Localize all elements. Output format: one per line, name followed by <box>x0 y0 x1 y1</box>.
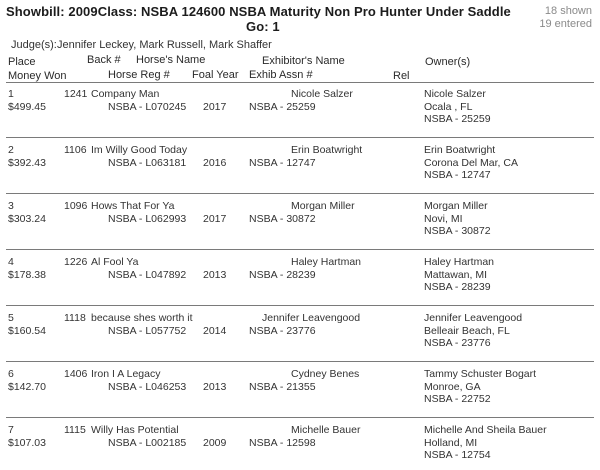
horse-reg: NSBA - L057752 <box>108 325 187 337</box>
col-place: Place <box>8 56 36 68</box>
horse-reg: NSBA - L070245 <box>108 101 187 113</box>
money-won: $178.38 <box>8 269 46 281</box>
exhibitor-name: Haley Hartman <box>291 256 362 268</box>
back-number: 1115 <box>64 424 86 436</box>
horse-reg: NSBA - L047892 <box>108 269 187 281</box>
place: 4 <box>8 256 14 268</box>
row-divider <box>6 417 594 418</box>
owner-assn: NSBA - 12747 <box>424 169 491 181</box>
foal-year: 2013 <box>203 269 227 281</box>
owner-name: Haley Hartman <box>424 256 495 268</box>
owner-city: Novi, MI <box>424 213 463 225</box>
exhibitor-name: Michelle Bauer <box>291 424 361 436</box>
foal-year: 2017 <box>203 213 227 225</box>
judges-label: Judge(s): <box>11 39 57 51</box>
horse-name: Hows That For Ya <box>91 200 175 212</box>
exhib-assn: NSBA - 25259 <box>249 101 316 113</box>
place: 7 <box>8 424 14 436</box>
exhib-assn: NSBA - 21355 <box>249 381 316 393</box>
horse-name: Im Willy Good Today <box>91 144 188 156</box>
foal-year: 2014 <box>203 325 227 337</box>
place: 3 <box>8 200 14 212</box>
horse-name: Willy Has Potential <box>91 424 179 436</box>
foal-year: 2017 <box>203 101 227 113</box>
exhib-assn: NSBA - 30872 <box>249 213 316 225</box>
exhib-assn: NSBA - 23776 <box>249 325 316 337</box>
back-number: 1106 <box>64 144 87 156</box>
money-won: $160.54 <box>8 325 46 337</box>
go-number: Go: 1 <box>246 19 280 34</box>
foal-year: 2016 <box>203 157 227 169</box>
place: 1 <box>8 88 14 100</box>
owner-assn: NSBA - 22752 <box>424 393 491 405</box>
owner-city: Ocala , FL <box>424 101 473 113</box>
row-divider <box>6 361 594 362</box>
back-number: 1118 <box>64 312 86 324</box>
owner-city: Corona Del Mar, CA <box>424 157 518 169</box>
horse-name: Al Fool Ya <box>91 256 139 268</box>
money-won: $107.03 <box>8 437 46 449</box>
shown-count: 18 shown <box>544 5 592 17</box>
place: 2 <box>8 144 14 156</box>
col-horse-name: Horse's Name <box>136 54 206 66</box>
owner-name: Jennifer Leavengood <box>424 312 523 324</box>
back-number: 1226 <box>64 256 88 268</box>
col-owners: Owner(s) <box>425 56 471 68</box>
back-number: 1096 <box>64 200 88 212</box>
money-won: $303.24 <box>8 213 46 225</box>
col-exhib-assn: Exhib Assn # <box>249 69 313 81</box>
showbill-title: Showbill: 2009Class: NSBA 124600 NSBA Maturity Non Pro Hunter Under Saddle <box>6 4 511 19</box>
horse-name: Iron I A Legacy <box>91 368 161 380</box>
foal-year: 2009 <box>203 437 227 449</box>
exhibitor-name: Cydney Benes <box>291 368 360 380</box>
exhib-assn: NSBA - 12598 <box>249 437 316 449</box>
money-won: $142.70 <box>8 381 46 393</box>
owner-name: Nicole Salzer <box>424 88 486 100</box>
owner-name: Morgan Miller <box>424 200 488 212</box>
owner-city: Belleair Beach, FL <box>424 325 510 337</box>
owner-assn: NSBA - 30872 <box>424 225 491 237</box>
col-back: Back # <box>87 54 121 66</box>
exhib-assn: NSBA - 12747 <box>249 157 316 169</box>
exhib-assn: NSBA - 28239 <box>249 269 316 281</box>
owner-assn: NSBA - 28239 <box>424 281 491 293</box>
exhibitor-name: Erin Boatwright <box>291 144 363 156</box>
money-won: $499.45 <box>8 101 46 113</box>
horse-reg: NSBA - L046253 <box>108 381 187 393</box>
row-divider <box>6 249 594 250</box>
owner-assn: NSBA - 23776 <box>424 337 491 349</box>
owner-assn: NSBA - 12754 <box>424 449 491 461</box>
row-divider <box>6 193 594 194</box>
owner-assn: NSBA - 25259 <box>424 113 491 125</box>
foal-year: 2013 <box>203 381 227 393</box>
owner-city: Mattawan, MI <box>424 269 488 281</box>
owner-name: Michelle And Sheila Bauer <box>424 424 547 436</box>
col-exhibitor-name: Exhibitor's Name <box>262 55 345 67</box>
row-divider <box>6 305 594 306</box>
header-divider <box>6 82 594 83</box>
horse-reg: NSBA - L063181 <box>108 157 187 169</box>
owner-name: Erin Boatwright <box>424 144 496 156</box>
place: 5 <box>8 312 14 324</box>
horse-name: Company Man <box>91 88 160 100</box>
exhibitor-name: Morgan Miller <box>291 200 355 212</box>
place: 6 <box>8 368 14 380</box>
horse-reg: NSBA - L062993 <box>108 213 187 225</box>
back-number: 1406 <box>64 368 88 380</box>
col-rel: Rel <box>393 70 410 82</box>
back-number: 1241 <box>64 88 88 100</box>
horse-name: because shes worth it <box>91 312 193 324</box>
exhibitor-name: Nicole Salzer <box>291 88 353 100</box>
owner-city: Holland, MI <box>424 437 478 449</box>
owner-city: Monroe, GA <box>424 381 481 393</box>
horse-reg: NSBA - L002185 <box>108 437 187 449</box>
owner-name: Tammy Schuster Bogart <box>424 368 537 380</box>
judges-list: Jennifer Leckey, Mark Russell, Mark Shaffer <box>57 39 272 51</box>
row-divider <box>6 137 594 138</box>
entered-count: 19 entered <box>539 18 592 30</box>
col-horse-reg: Horse Reg # <box>108 69 170 81</box>
col-money-won: Money Won <box>8 70 67 82</box>
money-won: $392.43 <box>8 157 46 169</box>
exhibitor-name: Jennifer Leavengood <box>262 312 361 324</box>
col-foal-year: Foal Year <box>192 69 239 81</box>
